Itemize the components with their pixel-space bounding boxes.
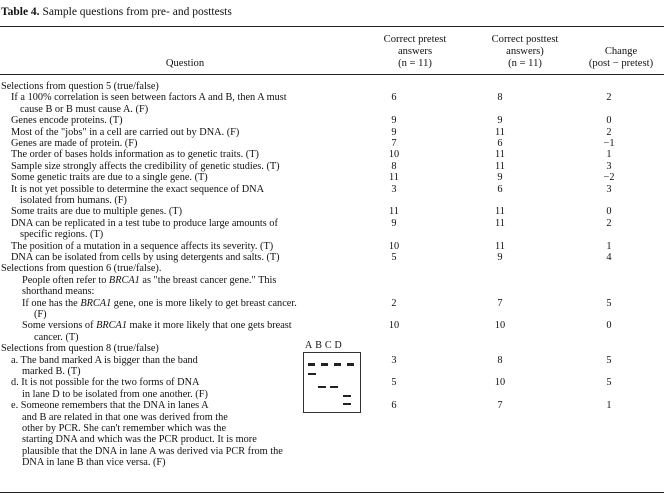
posttest-value: 11 (495, 126, 505, 138)
gel-band (308, 373, 316, 375)
question-text: specific regions. (T) (20, 229, 104, 241)
posttest-value: 8 (497, 92, 503, 104)
question-text: other by PCR. She can't remember which was the (22, 423, 227, 434)
bottom-rule (0, 492, 664, 493)
pretest-value: 5 (391, 252, 397, 263)
pretest-value: 7 (391, 138, 397, 149)
question-stem (22, 275, 276, 286)
change-value: −2 (603, 172, 615, 184)
header-change-line: Change (604, 46, 638, 57)
question-text: and B are related in that one was derived from the (22, 411, 228, 423)
change-value: 5 (606, 297, 612, 309)
gene-name: BRCA1 (80, 297, 112, 309)
question-part: If one has the (22, 297, 81, 309)
question-text: Sample size strongly affects the credibility of genetic studies. (T) (11, 160, 280, 172)
question-text: DNA can be replicated in a test tube to produce large amounts of (11, 217, 278, 229)
header-pretest-line: Correct pretest (383, 34, 447, 45)
question-text: d. It is not possible for the two forms of DNA (11, 377, 200, 389)
change-value: 5 (606, 377, 612, 389)
header-posttest-line: answers) (506, 46, 544, 57)
question-text: isolated from humans. (F) (20, 195, 127, 206)
change-value: 2 (606, 126, 612, 138)
header-rule (0, 74, 664, 75)
gel-well (347, 363, 354, 366)
pretest-value: 9 (391, 126, 397, 138)
gene-name: BRCA1 (96, 320, 127, 332)
header-pretest (360, 34, 470, 70)
question-text: It is not yet possible to determine the exact sequence of DNA (11, 183, 265, 195)
header-question: Question (165, 58, 205, 69)
question-text: Genes encode proteins. (T) (11, 115, 123, 127)
pretest-value: 11 (389, 172, 399, 184)
question-text: a. The band marked A is bigger than the band (11, 354, 198, 366)
question-text (22, 298, 297, 309)
question-text: marked B. (T) (22, 366, 81, 377)
posttest-value: 7 (497, 297, 503, 309)
change-value: 2 (606, 217, 612, 229)
caption-text: Sample questions from pre- and posttests (39, 6, 232, 18)
posttest-value: 6 (497, 183, 503, 195)
stem-text: People often refer to (22, 274, 109, 286)
question-text: starting DNA and which was the PCR product. It is more (22, 434, 257, 446)
table-caption (1, 6, 232, 18)
question-part: Some versions of (22, 320, 97, 332)
header-posttest-line: (n = 11) (508, 58, 542, 69)
posttest-value: 10 (494, 377, 506, 389)
question-text: DNA can be isolated from cells by using detergents and salts. (T) (11, 252, 280, 263)
header-pretest-line: answers (397, 46, 433, 57)
caption-label: Table 4. (1, 6, 40, 18)
pretest-value: 6 (391, 92, 397, 104)
change-value: 5 (606, 354, 612, 366)
change-value: 1 (606, 400, 612, 412)
header-posttest-line: Correct posttest (491, 34, 559, 45)
question-part: make it more likely that one gets breast (126, 320, 292, 332)
question-text: Genes are made of protein. (F) (11, 138, 138, 149)
pretest-value: 8 (391, 160, 397, 172)
pretest-value: 11 (389, 206, 399, 218)
question-text: Some genetic traits are due to a single gene. (T) (11, 172, 208, 184)
pretest-value: 5 (391, 377, 397, 389)
change-value: 1 (606, 240, 612, 252)
pretest-value: 9 (391, 115, 397, 127)
question-text: in lane D to be isolated from one another. (F) (22, 388, 208, 400)
question-text: e. Someone remembers that the DNA in lanes A (11, 400, 209, 412)
header-change (578, 46, 664, 70)
header-change-line: (post − pretest) (588, 58, 654, 69)
gel-band (343, 403, 351, 405)
section-heading: Selections from question 6 (true/false). (1, 263, 162, 275)
pretest-value: 10 (388, 149, 400, 161)
gene-name: BRCA1 (108, 274, 140, 286)
posttest-value: 11 (495, 160, 505, 172)
gel-band (330, 386, 338, 388)
pretest-value: 3 (391, 354, 397, 366)
gel-well (321, 363, 328, 366)
posttest-value: 11 (495, 217, 505, 229)
section-heading: Selections from question 5 (true/false) (1, 81, 159, 92)
section-heading: Selections from question 8 (true/false) (1, 343, 159, 355)
pretest-value: 10 (388, 320, 400, 332)
pretest-value: 2 (391, 297, 397, 309)
pretest-value: 10 (388, 240, 400, 252)
gel-diagram (303, 352, 361, 413)
posttest-value: 11 (495, 149, 505, 161)
question-part: gene, one is more likely to get breast cancer. (111, 297, 297, 309)
question-text (22, 320, 292, 331)
posttest-value: 9 (497, 252, 503, 263)
change-value: 3 (606, 183, 612, 195)
change-value: 4 (606, 252, 612, 263)
posttest-value: 6 (497, 138, 503, 149)
question-text: If a 100% correlation is seen between factors A and B, then A must (11, 92, 287, 104)
posttest-value: 8 (497, 354, 503, 366)
posttest-value: 9 (497, 172, 503, 184)
posttest-value: 10 (494, 320, 506, 332)
gel-well (308, 363, 315, 366)
gel-band (318, 386, 326, 388)
pretest-value: 3 (391, 183, 397, 195)
stem-text: as "the breast cancer gene." This (139, 274, 277, 286)
change-value: 3 (606, 160, 612, 172)
top-rule (0, 26, 664, 27)
posttest-value: 11 (495, 206, 505, 218)
question-text: cancer. (T) (34, 331, 79, 343)
change-value: 1 (606, 149, 612, 161)
posttest-value: 9 (497, 115, 503, 127)
header-posttest (470, 34, 580, 70)
change-value: −1 (603, 138, 615, 149)
gel-well (334, 363, 341, 366)
question-text: The position of a mutation in a sequence affects its severity. (T) (11, 240, 274, 252)
posttest-value: 7 (497, 400, 503, 412)
question-text: Some traits are due to multiple genes. (T) (11, 206, 182, 218)
gel-band (343, 395, 351, 397)
pretest-value: 6 (391, 400, 397, 412)
question-text: (F) (34, 309, 47, 320)
change-value: 2 (606, 92, 612, 104)
question-text: DNA in lane B than vice versa. (F) (22, 457, 166, 469)
pretest-value: 9 (391, 217, 397, 229)
question-stem: shorthand means: (22, 286, 95, 298)
question-text: cause B or B must cause A. (F) (20, 103, 149, 115)
question-text: Most of the "jobs" in a cell are carried out by DNA. (F) (11, 126, 240, 138)
posttest-value: 11 (495, 240, 505, 252)
change-value: 0 (606, 115, 612, 127)
question-text: plausible that the DNA in lane A was derived via PCR from the (22, 445, 283, 457)
change-value: 0 (606, 320, 612, 332)
header-pretest-line: (n = 11) (398, 58, 432, 69)
gel-lane-labels: ABCD (305, 340, 345, 351)
question-text: The order of bases holds information as to genetic traits. (T) (11, 149, 259, 161)
change-value: 0 (606, 206, 612, 218)
